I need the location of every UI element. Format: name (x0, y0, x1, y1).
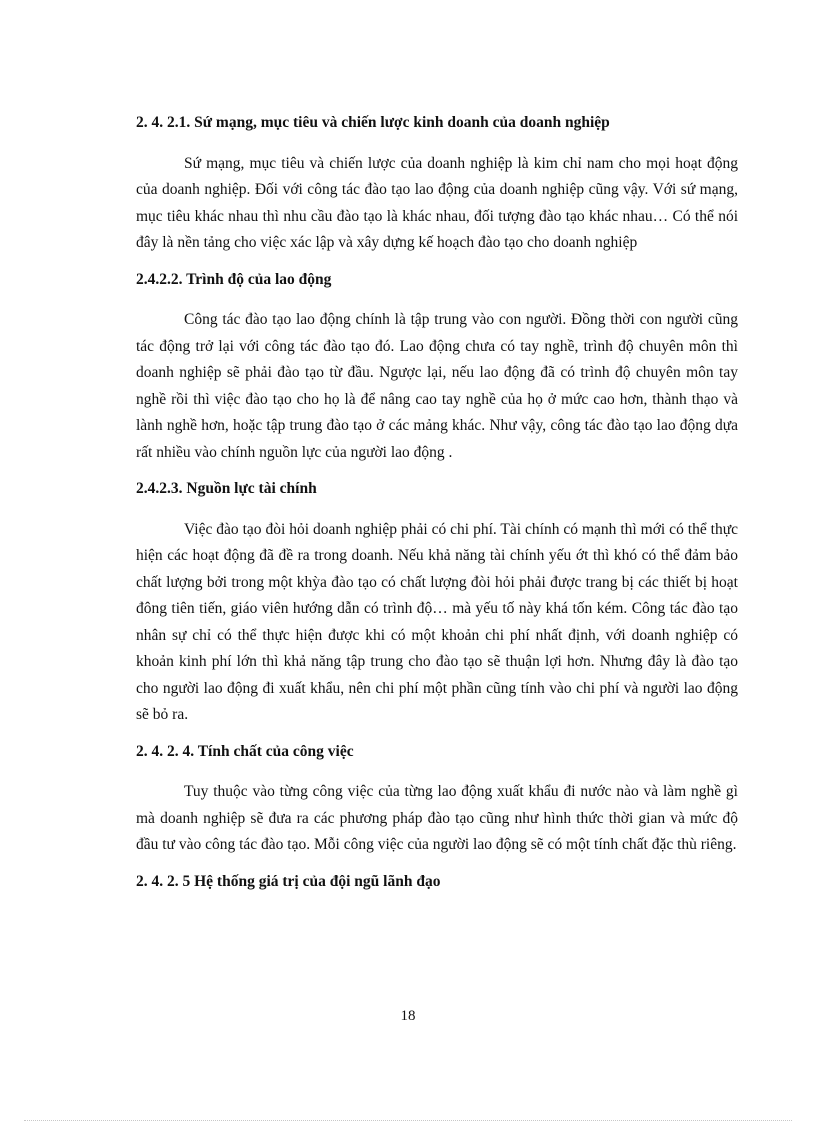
section-heading-2-4-2-1: 2. 4. 2.1. Sứ mạng, mục tiêu và chiến lược kinh doanh của doanh nghiệp (136, 114, 610, 131)
document-body (136, 110, 738, 909)
section-heading-2-4-2-2: 2.4.2.2. Trình độ của lao động (136, 270, 332, 288)
section-heading-2-4-2-4: 2. 4. 2. 4. Tính chất của công việc (136, 742, 354, 760)
section-paragraph-2-4-2-1: Sứ mạng, mục tiêu và chiến lược của doanh nghiệp là kim chỉ nam cho mọi hoạt động của doanh nghiệp. Đối với công tác đào tạo lao động của doanh nghiệp cũng vậy. Với sứ mạng, mục tiêu khác nhau thì nhu cầu đào tạo là khác nhau, đối tượng đào tạo khác nhau… Có thể nói đây là nền tảng cho việc xác lập và xây dựng kế hoạch đào tạo cho doanh nghiệp (136, 154, 738, 251)
section-paragraph-2-4-2-2: Công tác đào tạo lao động chính là tập trung vào con người. Đồng thời con người cũng tác động trở lại với công tác đào tạo đó. Lao động chưa có tay nghề, trình độ chuyên môn thì doanh nghiệp sẽ phải đào tạo từ đầu. Ngược lại, nếu lao động đã có trình độ chuyên môn tay nghề rồi thì việc đào tạo cho họ là để nâng cao tay nghề của họ ở mức cao hơn, thành thạo và lành nghề hơn, hoặc tập trung đào tạo ở các mảng khác. Như vậy, công tác đào tạo lao động dựa rất nhiều vào chính nguồn lực của người lao động . (136, 311, 738, 461)
section-heading-2-4-2-5: 2. 4. 2. 5 Hệ thống giá trị của đội ngũ lãnh đạo (136, 872, 441, 890)
section-paragraph-2-4-2-3: Việc đào tạo đòi hỏi doanh nghiệp phải có chi phí. Tài chính có mạnh thì mới có thể thực hiện các hoạt động đã đề ra trong doanh. Nếu khả năng tài chính yếu ớt thì khó có thể đảm bảo chất lượng bởi trong một khỳa đào tạo có chất lượng đòi hỏi phải được trang bị các thiết bị hoạt đông tiên tiến, giáo viên hướng dẫn có trình độ… mà yếu tố này khá tốn kém. Công tác đào tạo nhân sự chỉ có thể thực hiện được khi có một khoản chi phí nhất định, với doanh nghiệp có khoản kinh phí lớn thì khả năng tập trung cho đào tạo sẽ thuận lợi hơn. Nhưng đây là đào tạo cho người lao động đi xuất khẩu, nên chi phí một phần cũng tính vào chi phí và người lao động sẽ bỏ ra. (136, 520, 738, 723)
page-bottom-divider (24, 1120, 792, 1121)
section-heading-2-4-2-3: 2.4.2.3. Nguồn lực tài chính (136, 480, 317, 497)
page-number: 18 (400, 1008, 416, 1024)
section-paragraph-2-4-2-4: Tuy thuộc vào từng công việc của từng lao động xuất khẩu đi nước nào và làm nghề gì mà doanh nghiệp sẽ đưa ra các phương pháp đào tạo cũng như hình thức thời gian và mức độ đầu tư vào công tác đào tạo. Mỗi công việc của người lao động sẽ có một tính chất đặc thù riêng. (136, 783, 738, 853)
